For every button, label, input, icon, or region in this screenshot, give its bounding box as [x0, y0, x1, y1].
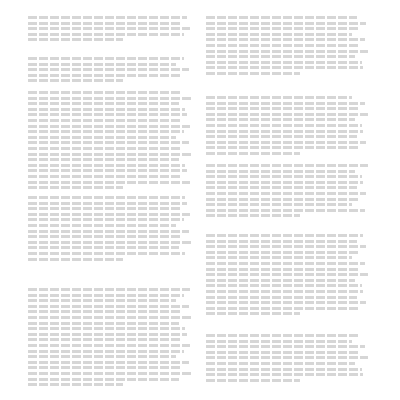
paragraph-left-4 [28, 194, 192, 261]
text-line [28, 256, 192, 262]
paragraph-left-3 [28, 89, 192, 190]
paragraph-left-5 [28, 286, 192, 387]
text-line [206, 310, 368, 316]
text-line [206, 212, 368, 218]
paragraph-right-3 [206, 162, 368, 218]
paragraph-left-2 [28, 55, 192, 83]
text-line [28, 381, 192, 387]
text-line [206, 150, 368, 156]
paragraph-right-2 [206, 94, 368, 156]
text-column-right [206, 14, 368, 400]
page-heading [56, 0, 206, 7]
text-line [28, 36, 192, 42]
text-line [28, 184, 192, 190]
text-line [206, 70, 368, 76]
text-line [206, 377, 368, 383]
paragraph-left-1 [28, 14, 192, 42]
paragraph-right-4 [206, 232, 368, 316]
text-column-left [28, 14, 192, 400]
paragraph-right-1 [206, 14, 368, 76]
text-line [28, 77, 192, 83]
paragraph-right-5 [206, 332, 368, 382]
